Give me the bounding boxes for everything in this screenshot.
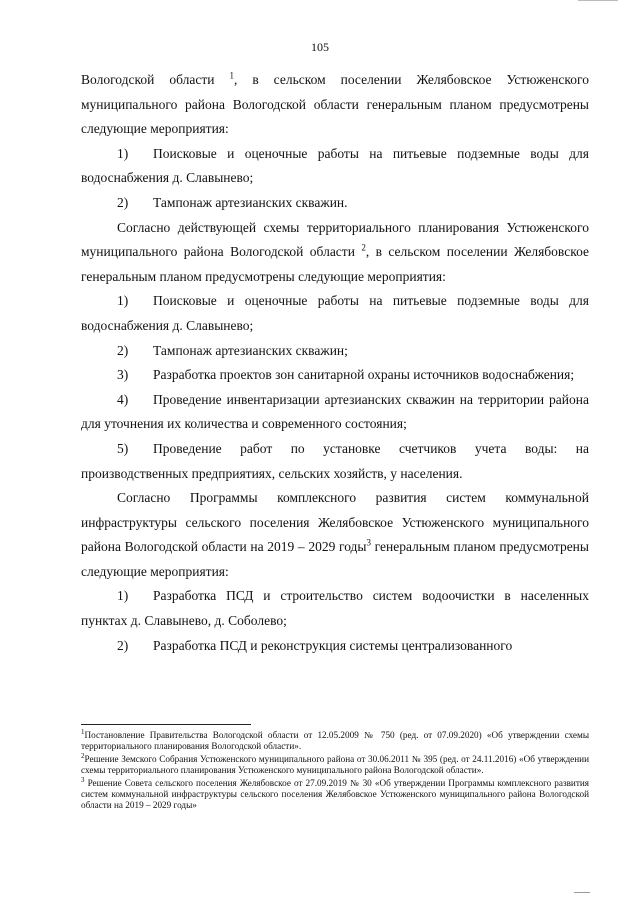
- list-item: 5) Проведение работ по установке счетчиков учета воды: на производственных предприятиях, сельских хозяйств, у населения.: [81, 440, 589, 481]
- paragraph-3: Согласно Программы комплексного развития систем коммунальной инфраструктуры сельского поселения Желябовское Устюженского муниципального района Вологодской области на 2019 – 2029 годы$^3$ генеральным планом предусмотрены следующие мероприятия:: [81, 490, 589, 579]
- footnote: $^3$ Решение Совета сельского поселения Желябовское от 27.09.2019 № 30 «Об утверждении Программы комплексного развития систем коммунальной инфраструктуры сельского поселения Желябовское Устюженского муниципального района Вологодской области на 2019 – 2029 годы»: [81, 775, 589, 811]
- list-item: 2) Разработка ПСД и реконструкция системы централизованного: [117, 637, 513, 653]
- list-item: 1) Поисковые и оценочные работы на питьевые подземные воды для водоснабжения д. Славынево;: [81, 145, 589, 186]
- list-item: 4) Проведение инвентаризации артезианских скважин на территории района для уточнения их количества и современного состояния;: [81, 391, 589, 432]
- footnote-ref-2: 2: [361, 242, 366, 253]
- footnote: $^2$Решение Земского Собрания Устюженского муниципального района от 30.06.2011 № 395 (ред. от 24.11.2016) «Об утверждении схемы территориального планирования Устюженского муниципального района Вологодской области».: [81, 751, 589, 776]
- footnote: $^1$Постановление Правительства Вологодской области от 12.05.2009 № 750 (ред. от 07.09.2020) «Об утверждении схемы территориального планирования Вологодской области».: [81, 727, 589, 752]
- page-number: 105: [311, 40, 329, 54]
- scan-mark-bottom: [574, 892, 590, 895]
- footnote-divider: [81, 724, 251, 725]
- scan-mark-top: [578, 0, 618, 4]
- footnote-ref-1: 1: [229, 70, 234, 81]
- paragraph-1: Вологодской области $^1$, в сельском поселении Желябовское Устюженского муниципального района Вологодской области генеральным планом предусмотрены следующие мероприятия:: [81, 70, 589, 137]
- document-body: [81, 68, 589, 658]
- paragraph-2: Согласно действующей схемы территориального планирования Устюженского муниципального района Вологодской области $^2$, в сельском поселении Желябовское генеральным планом предусмотрены следующие мероприятия:: [81, 219, 589, 284]
- footnote-ref-3: 3: [366, 537, 371, 548]
- list-item: 3) Разработка проектов зон санитарной охраны источников водоснабжения;: [117, 367, 575, 383]
- list-item: 2) Тампонаж артезианских скважин;: [117, 342, 348, 358]
- list-item: 1) Разработка ПСД и строительство систем водоочистки в населенных пунктах д. Славынево, д. Соболево;: [81, 588, 589, 629]
- list-item: 1) Поисковые и оценочные работы на питьевые подземные воды для водоснабжения д. Славынево;: [81, 293, 589, 333]
- footnotes: [81, 727, 589, 813]
- list-item: 2) Тампонаж артезианских скважин.: [117, 194, 348, 210]
